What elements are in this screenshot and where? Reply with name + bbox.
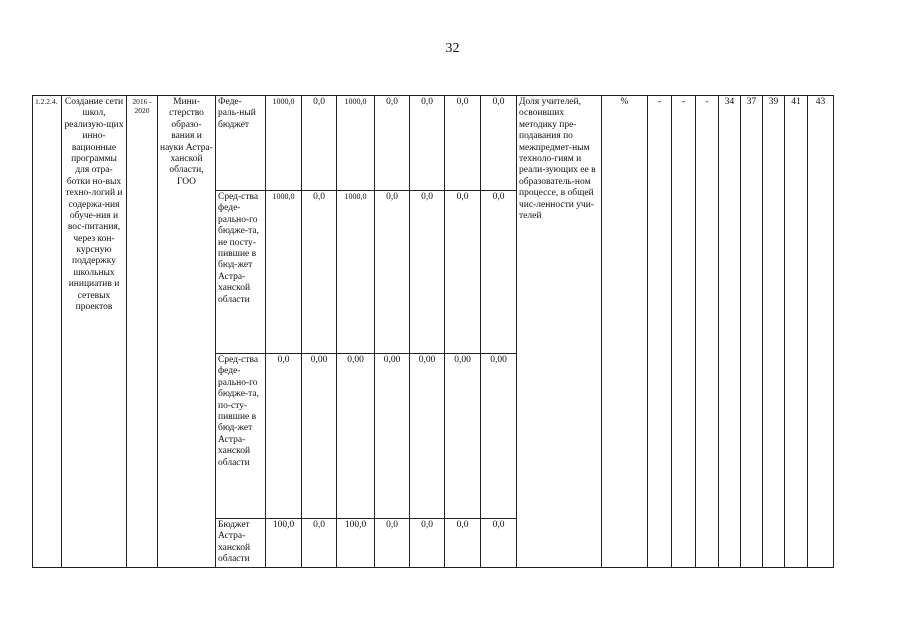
funding-value: 0,0 [481, 191, 517, 354]
target-value: 39 [763, 96, 785, 568]
funding-source: Сред-ства феде-рально-го бюдже-та, по-сту-пившие в бюд-жет Астра-ханской области [216, 354, 266, 519]
funding-value: 1000,0 [266, 191, 302, 354]
target-value: 41 [785, 96, 808, 568]
funding-value: 0,00 [302, 354, 337, 519]
funding-value: 0,0 [445, 191, 481, 354]
executor: Мини-стерство образо-вания и науки Астра-ханской области, ГОО [158, 96, 216, 568]
funding-value: 0,0 [375, 519, 410, 568]
funding-value: 0,00 [410, 354, 445, 519]
funding-value: 0,0 [445, 96, 481, 191]
table-row [33, 96, 834, 191]
funding-value: 1000,0 [337, 96, 375, 191]
program-table [32, 95, 834, 568]
funding-value: 0,0 [375, 191, 410, 354]
funding-source: Феде-раль-ный бюджет [216, 96, 266, 191]
funding-value: 1000,0 [337, 191, 375, 354]
funding-value: 0,00 [445, 354, 481, 519]
funding-value: 0,0 [302, 96, 337, 191]
funding-value: 0,0 [481, 519, 517, 568]
target-value: 43 [808, 96, 834, 568]
funding-value: 100,0 [337, 519, 375, 568]
funding-value: 0,0 [445, 519, 481, 568]
funding-value: 0,0 [410, 96, 445, 191]
indicator-unit: % [602, 96, 648, 568]
years: 2016 - 2020 [127, 96, 158, 568]
funding-source: Бюджет Астра-ханской области [216, 519, 266, 568]
target-value: - [696, 96, 719, 568]
funding-value: 1000,0 [266, 96, 302, 191]
funding-value: 0,00 [481, 354, 517, 519]
funding-value: 0,00 [375, 354, 410, 519]
measure-name: Создание сети школ, реализую-щих инно-вационные программы для отра-ботки но-вых техно-логий и содержа-ния обуче-ния и вос-питания, через кон-курсную поддержку школьных инициатив и сетевых проектов [62, 96, 127, 568]
funding-value: 0,0 [410, 519, 445, 568]
funding-value: 0,0 [266, 354, 302, 519]
funding-value: 100,0 [266, 519, 302, 568]
funding-value: 0,0 [410, 191, 445, 354]
funding-value: 0,0 [302, 519, 337, 568]
target-value: 34 [719, 96, 741, 568]
funding-value: 0,0 [481, 96, 517, 191]
funding-value: 0,0 [302, 191, 337, 354]
funding-value: 0,00 [337, 354, 375, 519]
row-code: 1.2.2.4. [33, 96, 62, 568]
target-value: - [672, 96, 696, 568]
target-value: 37 [741, 96, 763, 568]
page-number: 32 [445, 41, 460, 56]
target-value: - [648, 96, 672, 568]
indicator-name: Доля учителей, освоивших методику пре-подавания по межпредмет-ным техноло-гиям и реали-зующих ее в образователь-ном процессе, в общей чис-ленности учи-телей [517, 96, 602, 568]
funding-source: Сред-ства феде-рально-го бюдже-та, не посту-пившие в бюд-жет Астра-ханской области [216, 191, 266, 354]
funding-value: 0,0 [375, 96, 410, 191]
